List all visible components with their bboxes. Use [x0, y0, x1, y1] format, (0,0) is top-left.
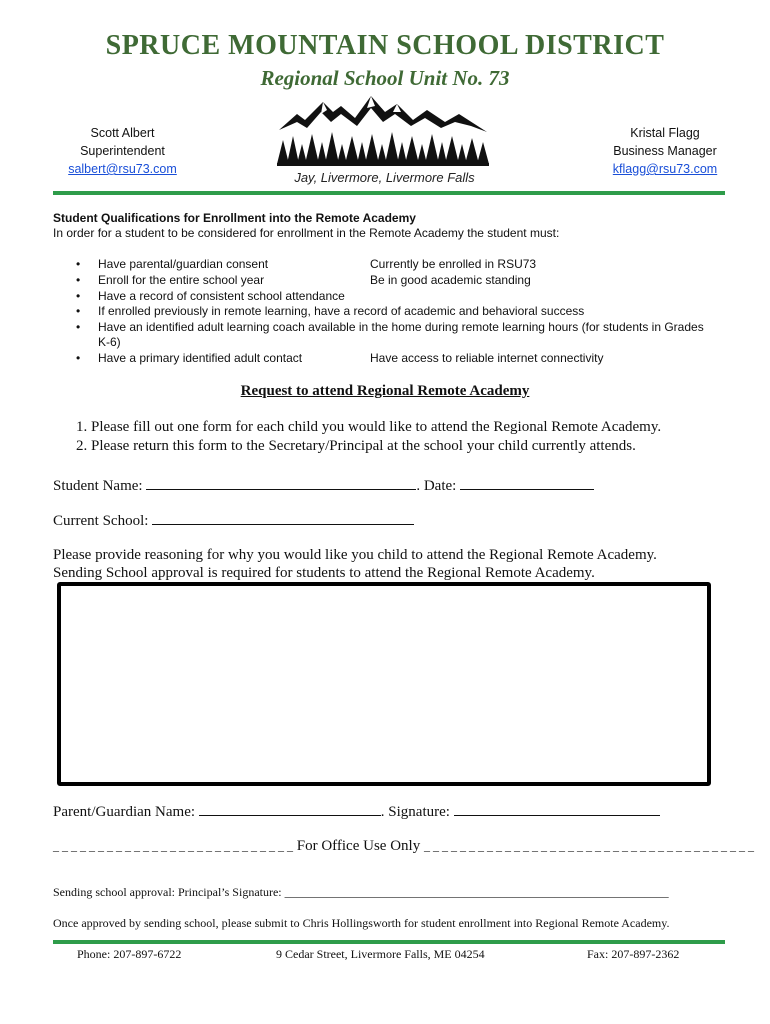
- submission-instruction: Once approved by sending school, please submit to Chris Hollingsworth for student enrollment into Regional Remote Academy.: [53, 916, 670, 930]
- business-manager-name: Kristal Flagg: [630, 126, 700, 140]
- reasoning-prompt-line-1: Please provide reasoning for why you would like you child to attend the Regional Remote Academy.: [53, 547, 657, 563]
- business-manager-contact: [595, 124, 735, 178]
- reasoning-textbox[interactable]: [57, 582, 711, 786]
- footer-address: 9 Cedar Street, Livermore Falls, ME 04254: [276, 947, 485, 961]
- list-item: • Enroll for the entire school year: [76, 273, 265, 287]
- footer-phone: Phone: 207-897-6722: [77, 947, 182, 961]
- student-name-row: [53, 475, 594, 495]
- list-item: • Have a primary identified adult contact: [76, 351, 303, 365]
- principal-signature-field[interactable]: ________________________________________________________________: [284, 885, 669, 899]
- header-divider: [53, 191, 725, 195]
- list-item: Have access to reliable internet connectivity: [370, 351, 604, 365]
- reasoning-prompt-line-2: Sending School approval is required for students to attend the Regional Remote Academy.: [53, 565, 595, 581]
- current-school-row: [53, 510, 414, 530]
- list-item: • Have parental/guardian consent: [76, 257, 269, 271]
- district-name: SPRUCE MOUNTAIN SCHOOL DISTRICT: [105, 30, 665, 61]
- list-item: Currently be enrolled in RSU73: [370, 257, 537, 271]
- parent-name-label: Parent/Guardian Name:: [53, 804, 196, 820]
- current-school-label: Current School:: [53, 513, 149, 529]
- qualifications-intro: In order for a student to be considered for enrollment in the Remote Academy the student must:: [53, 226, 560, 240]
- office-use-label: For Office Use Only: [296, 838, 421, 854]
- instruction-step-1: 1. Please fill out one form for each child you would like to attend the Regional Remote Academy.: [76, 419, 662, 435]
- office-dashes-left: _ _ _ _ _ _ _ _ _ _ _ _ _ _ _ _ _ _ _ _ _ _ _ _ _ _ _: [53, 839, 293, 853]
- qualifications-title: Student Qualifications for Enrollment into the Remote Academy: [53, 211, 416, 225]
- date-field[interactable]: [460, 475, 594, 490]
- parent-signature-row: [53, 801, 660, 821]
- approval-row: [53, 885, 669, 900]
- student-name-label: Student Name:: [53, 478, 143, 494]
- list-item: Be in good academic standing: [370, 273, 531, 287]
- list-item: • Have a record of consistent school attendance: [76, 289, 345, 303]
- list-item-continued: K-6): [98, 335, 121, 349]
- parent-name-field[interactable]: [199, 801, 381, 816]
- office-dashes-right: _ _ _ _ _ _ _ _ _ _ _ _ _ _ _ _ _ _ _ _ _ _ _ _ _ _ _ _ _ _ _ _ _ _ _ _ _: [423, 839, 754, 853]
- business-manager-title: Business Manager: [613, 144, 717, 158]
- signature-field[interactable]: [454, 801, 660, 816]
- footer-fax: Fax: 207-897-2362: [587, 947, 680, 961]
- footer-divider: [53, 940, 725, 944]
- list-item: • If enrolled previously in remote learning, have a record of academic and behavioral success: [76, 304, 585, 318]
- superintendent-contact: [55, 124, 190, 178]
- superintendent-name: Scott Albert: [90, 126, 155, 140]
- request-title: Request to attend Regional Remote Academy: [240, 383, 530, 399]
- list-item: • Have an identified adult learning coach available in the home during remote learning hours (for students in Grades: [76, 320, 704, 334]
- current-school-field[interactable]: [152, 510, 414, 525]
- towns-served: Jay, Livermore, Livermore Falls: [294, 170, 475, 185]
- mountain-pine-trees-icon: [275, 92, 493, 172]
- superintendent-title: Superintendent: [80, 144, 165, 158]
- approval-label: Sending school approval: Principal’s Signature:: [53, 885, 282, 899]
- rsu-subtitle: Regional School Unit No. 73: [260, 66, 510, 90]
- instruction-step-2: 2. Please return this form to the Secretary/Principal at the school your child currently attends.: [76, 438, 636, 454]
- signature-label: . Signature:: [380, 804, 450, 820]
- office-use-divider: [53, 838, 754, 855]
- date-label: . Date:: [416, 478, 457, 494]
- superintendent-email-link[interactable]: salbert@rsu73.com: [68, 162, 177, 176]
- business-manager-email-link[interactable]: kflagg@rsu73.com: [612, 162, 718, 176]
- student-name-field[interactable]: [146, 475, 416, 490]
